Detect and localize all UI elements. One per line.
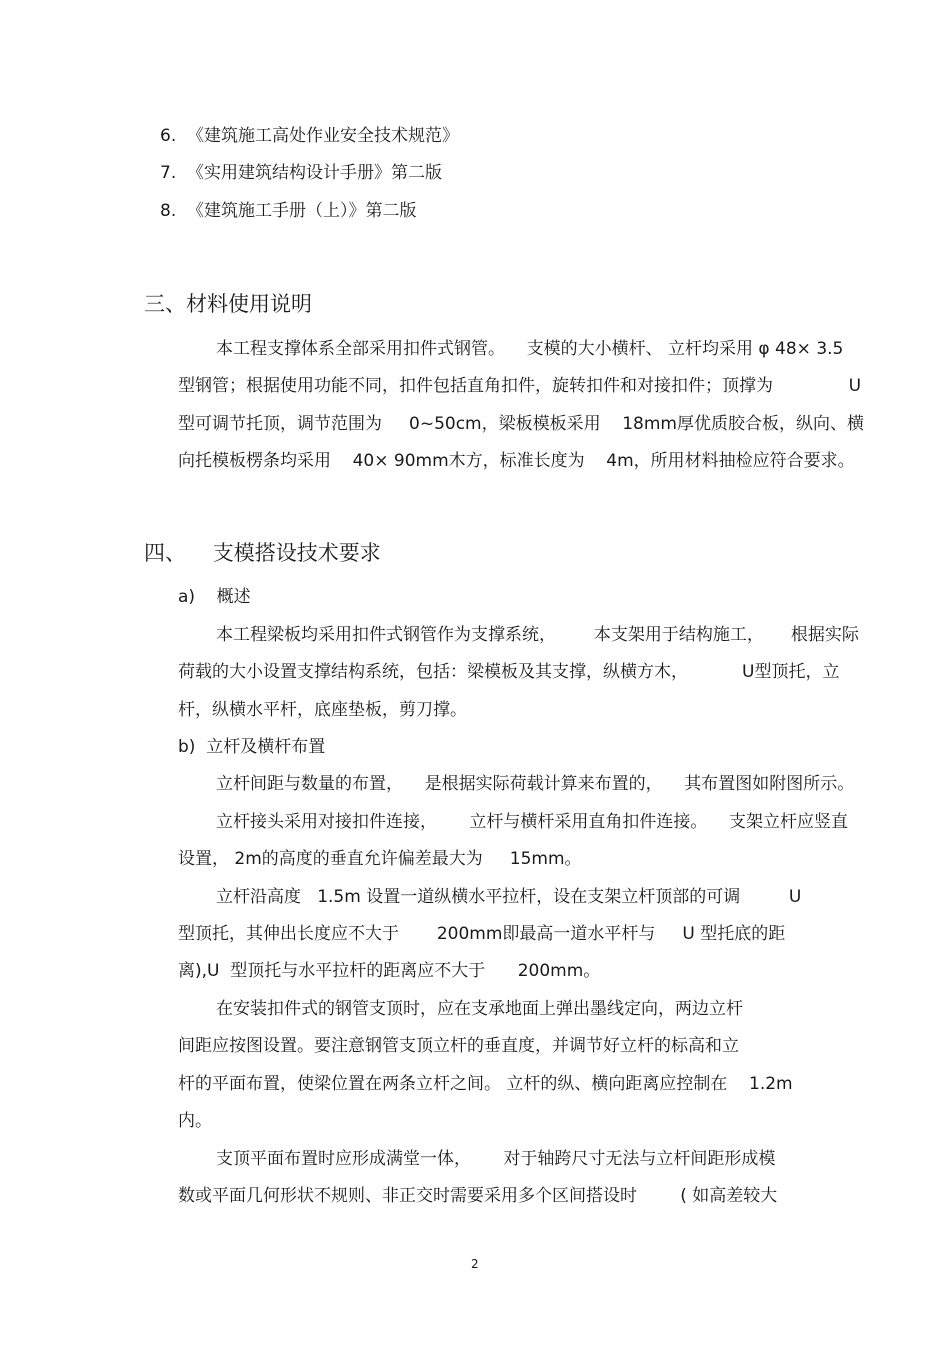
subsection-b-line: 立杆接头采用对接扣件连接， 立杆与横杆采用直角扣件连接。 支架立杆应竖直 xyxy=(216,812,849,832)
subsection-b-line: 立杆沿高度 1.5m 设置一道纵横水平拉杆，设在支架立杆顶部的可调 U xyxy=(216,887,802,907)
subsection-b-line: 杆的平面布置，使梁位置在两条立杆之间。 立杆的纵、横向距离应控制在 1.2m xyxy=(178,1074,793,1094)
subsection-b-line: 离),U 型顶托与水平拉杆的距离应不大于 200mm。 xyxy=(178,961,601,981)
subsection-b-line: 数或平面几何形状不规则、非正交时需要采用多个区间搭设时 ( 如高差较大 xyxy=(178,1186,778,1206)
section-3-line: 型可调节托顶，调节范围为 0~50cm，梁板模板采用 18mm厚优质胶合板，纵向、横 xyxy=(178,414,864,434)
subsection-b-line: 型顶托，其伸出长度应不大于 200mm即最高一道水平杆与 U 型托底的距 xyxy=(178,924,786,944)
section-3-heading: 三、材料使用说明 xyxy=(144,292,312,316)
subsection-b-line: 立杆间距与数量的布置， 是根据实际荷载计算来布置的， 其布置图如附图所示。 xyxy=(216,774,855,794)
reference-item-6: 6. 《建筑施工高处作业安全技术规范》 xyxy=(160,126,460,146)
subsection-a-heading: a) 概述 xyxy=(178,587,251,607)
subsection-a-line: 本工程梁板均采用扣件式钢管作为支撑系统， 本支架用于结构施工， 根据实际 xyxy=(216,625,859,645)
page-number: 2 xyxy=(471,1257,479,1271)
subsection-a-line: 杆，纵横水平杆，底座垫板，剪刀撑。 xyxy=(178,700,467,720)
reference-item-8: 8. 《建筑施工手册（上）》第二版 xyxy=(160,201,417,221)
section-3-line: 型钢管；根据使用功能不同，扣件包括直角扣件，旋转扣件和对接扣件；顶撑为 U xyxy=(178,376,862,396)
section-4-heading: 四、 支模搭设技术要求 xyxy=(144,541,381,565)
subsection-b-line: 间距应按图设置。要注意钢管支顶立杆的垂直度，并调节好立杆的标高和立 xyxy=(178,1036,739,1056)
reference-item-7: 7. 《实用建筑结构设计手册》第二版 xyxy=(160,163,443,183)
subsection-a-line: 荷载的大小设置支撑结构系统，包括：梁模板及其支撑，纵横方木， U型顶托，立 xyxy=(178,662,840,682)
subsection-b-line: 支顶平面布置时应形成满堂一体， 对于轴跨尺寸无法与立杆间距形成模 xyxy=(216,1149,776,1169)
section-3-line: 向托模板楞条均采用 40× 90mm木方，标准长度为 4m，所用材料抽检应符合要求。 xyxy=(178,451,855,471)
subsection-b-line: 在安装扣件式的钢管支顶时，应在支承地面上弹出墨线定向，两边立杆 xyxy=(216,999,743,1019)
subsection-b-line: 内。 xyxy=(178,1111,212,1131)
subsection-b-heading: b) 立杆及横杆布置 xyxy=(178,737,326,757)
section-3-line: 本工程支撑体系全部采用扣件式钢管。 支模的大小横杆、 立杆均采用 φ 48× 3.5 xyxy=(216,339,844,359)
subsection-b-line: 设置， 2m的高度的垂直允许偏差最大为 15mm。 xyxy=(178,849,582,869)
